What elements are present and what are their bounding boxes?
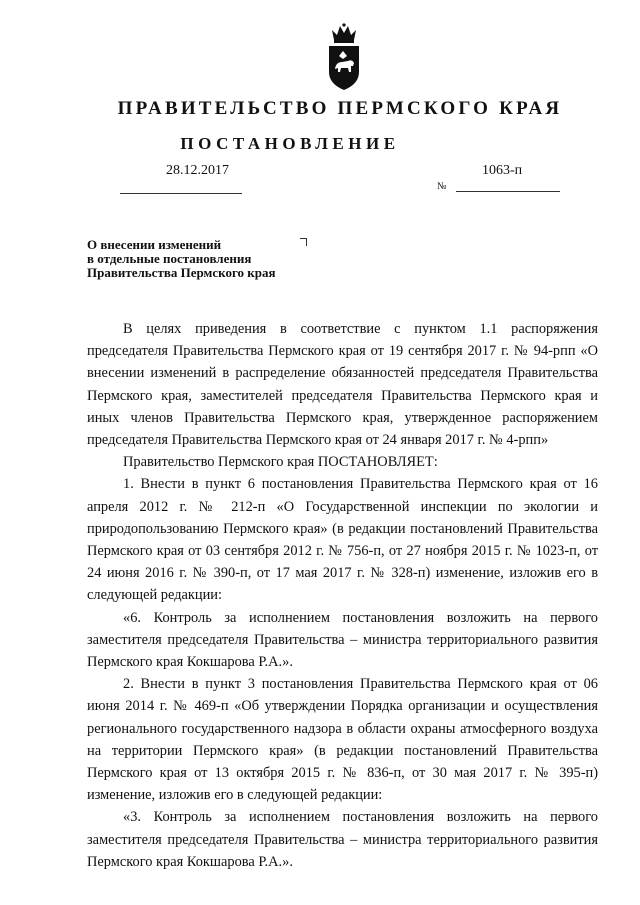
subject-corner-mark [300,238,307,246]
perm-krai-coat-of-arms-icon [326,22,362,92]
decree-date: 28.12.2017 [166,163,229,178]
subject-line: Правительства Пермского края [87,265,276,280]
subject-line: в отдельные постановления [87,251,252,266]
decree-body [87,318,598,873]
decree-subject [87,238,276,280]
government-title: ПРАВИТЕЛЬСТВО ПЕРМСКОГО КРАЯ [117,98,563,119]
resolution-paragraph: Правительство Пермского края ПОСТАНОВЛЯЕТ: [123,454,438,471]
preamble-paragraph: В целях приведения в соответствие с пунктом 1.1 распоряжения председателя Правительства Пермского края от 19 сентября 2017 г. № 94-рпп «О внесении изменений в распределение обязанностей председателя Правительства Пермского края, заместителей председателя Правительства Пермского края и иных членов Правительства Пермского края, утвержденное распоряжением председателя Правительства Пермского края от 24 января 2017 г. № 4-рпп» [87,321,598,449]
item-2-quote-paragraph: «3. Контроль за исполнением постановления возложить на первого заместителя председателя Правительства – министра территориального развития Пермского края Кокшарова Р.А.». [87,809,598,870]
subject-line: О внесении изменений [87,237,222,252]
item-1-paragraph: 1. Внести в пункт 6 постановления Правительства Пермского края от 16 апреля 2012 г. № 212-п «О Государственной инспекции по экологии и природопользованию Пермского края» (в редакции постановлений Правительства Пермского края от 03 сентября 2012 г. № 756-п, от 27 ноября 2015 г. № 1023-п, от 24 июня 2016 г. № 390-п, от 17 мая 2017 г. № 328-п) изменение, изложив его в следующей редакции: [87,476,598,604]
number-underline [456,191,560,192]
number-sign: № [437,181,447,192]
item-2-paragraph: 2. Внести в пункт 3 постановления Правительства Пермского края от 06 июня 2014 г. № 469-п «Об утверждении Порядка организации и осуществления регионального государственного надзора в области охраны атмосферного воздуха на территории Пермского края» (в редакции постановлений Правительства Пермского края от 13 октября 2015 г. № 836-п, от 30 мая 2017 г. № 395-п) изменение, изложив его в следующей редакции: [87,676,598,804]
item-1-quote-paragraph: «6. Контроль за исполнением постановления возложить на первого заместителя председателя Правительства – министра территориального развития Пермского края Кокшарова Р.А.». [87,609,598,671]
decree-number: 1063-п [482,163,523,178]
document-kind: ПОСТАНОВЛЕНИЕ [180,134,400,153]
date-underline [120,193,242,194]
